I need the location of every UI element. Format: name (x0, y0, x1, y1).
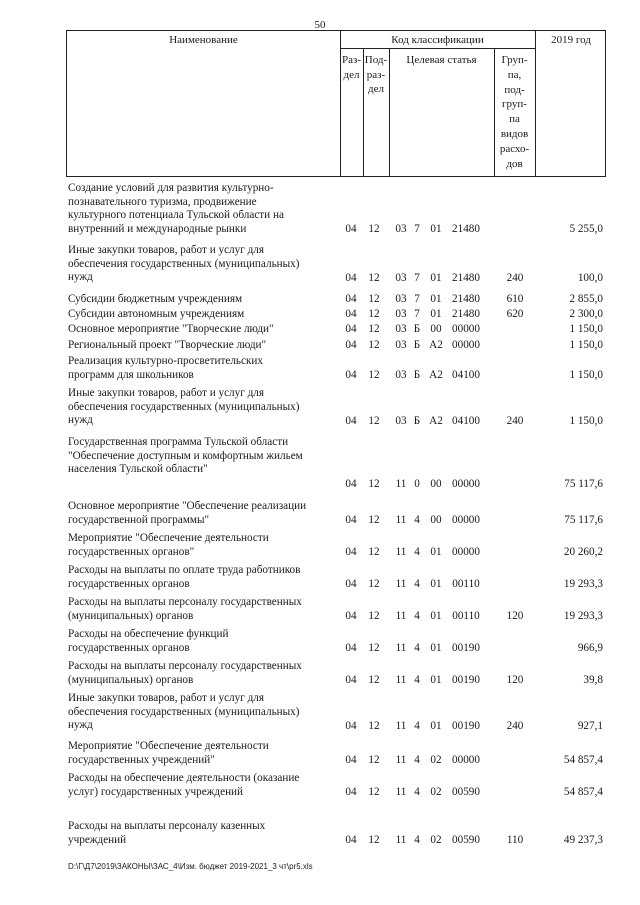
row-code-gr: 620 (506, 308, 524, 320)
row-code-pr: 12 (368, 514, 380, 526)
row-code-p3: 00 (430, 323, 442, 335)
row-code-p1: 11 (395, 546, 407, 558)
row-code-p4: 00000 (452, 754, 480, 766)
row-code-gr: 610 (506, 293, 524, 305)
row-code-rz: 04 (345, 323, 357, 335)
table-row (0, 564, 640, 592)
row-name: Государственная программа Тульской области "Обеспечение доступным и комфортным жильем населения Тульской области" (68, 436, 303, 476)
row-code-p3: 01 (430, 720, 442, 732)
table-row (0, 182, 640, 237)
row-code-p2: 4 (414, 610, 420, 622)
row-amount: 49 237,3 (563, 834, 603, 846)
row-code-rz: 04 (345, 339, 357, 351)
row-amount: 20 260,2 (563, 546, 603, 558)
row-code-pr: 12 (368, 339, 380, 351)
header-code: Код классификации (391, 34, 484, 46)
row-code-pr: 12 (368, 786, 380, 798)
row-code-pr: 12 (368, 546, 380, 558)
row-code-p4: 00590 (452, 834, 480, 846)
row-code-p2: Б (413, 323, 421, 335)
row-code-rz: 04 (345, 272, 357, 284)
header-name: Наименование (169, 34, 238, 46)
table-header (66, 30, 606, 177)
row-name: Региональный проект "Творческие люди" (68, 339, 267, 351)
row-amount: 966,9 (577, 642, 603, 654)
row-amount: 75 117,6 (564, 478, 603, 490)
row-code-pr: 12 (368, 578, 380, 590)
row-code-p1: 11 (395, 720, 407, 732)
row-code-p2: 7 (414, 308, 420, 320)
row-code-p2: 4 (414, 514, 420, 526)
row-name: Основное мероприятие "Творческие люди" (68, 323, 274, 335)
row-code-p2: Б (413, 415, 421, 427)
row-name: Иные закупки товаров, работ и услуг для обеспечения государственных (муниципальных) нужд (68, 692, 300, 732)
table-row (0, 532, 640, 560)
row-code-p1: 11 (395, 514, 407, 526)
row-code-p4: 00000 (452, 546, 480, 558)
row-code-p4: 21480 (452, 223, 480, 235)
row-code-rz: 04 (345, 786, 357, 798)
row-code-p2: 7 (414, 272, 420, 284)
row-code-p1: 03 (395, 323, 407, 335)
row-code-p2: 4 (414, 546, 420, 558)
table-row (0, 660, 640, 688)
row-code-rz: 04 (345, 415, 357, 427)
row-code-pr: 12 (368, 610, 380, 622)
row-code-p1: 03 (395, 308, 407, 320)
row-code-pr: 12 (368, 308, 380, 320)
row-code-p3: 02 (430, 786, 442, 798)
row-name: Иные закупки товаров, работ и услуг для обеспечения государственных (муниципальных) нужд (68, 387, 300, 427)
table-row (0, 387, 640, 429)
row-name: Расходы на обеспечение деятельности (оказание услуг) государственных учреждений (68, 772, 300, 798)
row-name: Субсидии автономным учреждениям (68, 308, 245, 320)
row-code-p4: 04100 (452, 415, 480, 427)
row-code-p2: 4 (414, 834, 420, 846)
row-code-gr: 240 (506, 272, 524, 284)
row-code-pr: 12 (368, 834, 380, 846)
page-number: 50 (314, 19, 326, 31)
row-code-p2: 7 (414, 223, 420, 235)
row-code-pr: 12 (368, 478, 380, 490)
row-code-p3: А2 (429, 339, 443, 351)
row-code-pr: 12 (368, 272, 380, 284)
row-code-pr: 12 (368, 293, 380, 305)
row-name: Мероприятие "Обеспечение деятельности государственных органов" (68, 532, 269, 558)
header-target: Целевая статья (406, 54, 477, 66)
row-code-rz: 04 (345, 223, 357, 235)
row-code-p4: 00190 (452, 642, 480, 654)
row-code-pr: 12 (368, 754, 380, 766)
row-code-p3: А2 (429, 369, 443, 381)
row-code-p2: 7 (414, 293, 420, 305)
row-amount: 1 150,0 (569, 415, 603, 427)
row-code-p2: 4 (414, 786, 420, 798)
row-code-p1: 03 (395, 339, 407, 351)
row-amount: 54 857,4 (563, 786, 603, 798)
row-name: Расходы на выплаты персоналу казенных учреждений (68, 820, 266, 846)
table-row (0, 323, 640, 337)
row-code-p2: Б (413, 339, 421, 351)
row-name: Создание условий для развития культурно- познавательного туризма, продвижение культурного потенциала Тульской области на внутренний и международные рынки (68, 182, 284, 235)
row-code-p4: 00190 (452, 720, 480, 732)
row-code-p1: 11 (395, 786, 407, 798)
row-amount: 2 855,0 (569, 293, 603, 305)
row-code-p4: 00110 (452, 610, 480, 622)
table-row (0, 436, 640, 492)
table-row (0, 692, 640, 734)
row-amount: 1 150,0 (569, 323, 603, 335)
row-code-p1: 11 (395, 478, 407, 490)
row-code-p3: А2 (429, 415, 443, 427)
row-code-p1: 03 (395, 415, 407, 427)
row-code-p3: 02 (430, 834, 442, 846)
row-code-p1: 11 (395, 834, 407, 846)
row-code-rz: 04 (345, 369, 357, 381)
row-code-p4: 21480 (452, 308, 480, 320)
table-row (0, 500, 640, 528)
row-code-p2: 4 (414, 754, 420, 766)
row-name: Основное мероприятие "Обеспечение реализации государственной программы" (68, 500, 307, 526)
row-code-p1: 03 (395, 272, 407, 284)
row-code-gr: 110 (506, 834, 524, 846)
row-code-rz: 04 (345, 610, 357, 622)
row-code-pr: 12 (368, 674, 380, 686)
row-amount: 100,0 (577, 272, 603, 284)
table-row (0, 293, 640, 307)
row-amount: 927,1 (577, 720, 603, 732)
row-amount: 19 293,3 (563, 578, 603, 590)
header-year: 2019 год (551, 34, 591, 46)
row-code-p4: 04100 (452, 369, 480, 381)
row-code-p3: 01 (430, 578, 442, 590)
row-name: Расходы на выплаты персоналу государственных (муниципальных) органов (68, 596, 302, 622)
row-name: Расходы на выплаты персоналу государственных (муниципальных) органов (68, 660, 302, 686)
row-amount: 2 300,0 (569, 308, 603, 320)
row-code-p2: 4 (414, 642, 420, 654)
row-code-rz: 04 (345, 834, 357, 846)
row-code-p4: 00000 (452, 323, 480, 335)
row-amount: 1 150,0 (569, 339, 603, 351)
row-code-p1: 11 (395, 674, 407, 686)
row-code-p2: 4 (414, 720, 420, 732)
header-podrazdel: Под- раз- дел (364, 54, 388, 95)
row-name: Расходы на выплаты по оплате труда работников государственных органов (68, 564, 301, 590)
row-amount: 39,8 (583, 674, 603, 686)
row-code-p1: 11 (395, 610, 407, 622)
row-code-p3: 01 (430, 308, 442, 320)
row-code-pr: 12 (368, 223, 380, 235)
row-code-rz: 04 (345, 754, 357, 766)
row-code-p1: 11 (395, 754, 407, 766)
row-name: Субсидии бюджетным учреждениям (68, 293, 243, 305)
table-row (0, 628, 640, 656)
row-name: Иные закупки товаров, работ и услуг для обеспечения государственных (муниципальных) нужд (68, 244, 300, 284)
file-path-footer: D:\Г\Д7\2019\ЗАКОНЫ\ЗАС_4\Изм. бюджет 2019-2021_3 чт\pr5.xls (68, 862, 313, 871)
row-code-rz: 04 (345, 546, 357, 558)
row-code-p3: 01 (430, 674, 442, 686)
row-code-p3: 01 (430, 223, 442, 235)
table-row (0, 740, 640, 768)
row-code-p3: 02 (430, 754, 442, 766)
row-code-pr: 12 (368, 323, 380, 335)
table-row (0, 244, 640, 286)
row-code-gr: 240 (506, 415, 524, 427)
row-code-pr: 12 (368, 720, 380, 732)
row-code-p3: 01 (430, 293, 442, 305)
row-code-gr: 120 (506, 674, 524, 686)
row-code-p4: 21480 (452, 293, 480, 305)
row-code-rz: 04 (345, 642, 357, 654)
header-razdel: Раз- дел (341, 54, 361, 81)
row-code-p3: 01 (430, 642, 442, 654)
row-code-p4: 00590 (452, 786, 480, 798)
row-code-p1: 03 (395, 369, 407, 381)
row-amount: 19 293,3 (563, 610, 603, 622)
row-code-p2: 4 (414, 578, 420, 590)
row-code-pr: 12 (368, 369, 380, 381)
row-code-p1: 03 (395, 223, 407, 235)
table-row (0, 596, 640, 624)
table-row (0, 355, 640, 383)
row-code-p4: 00110 (452, 578, 480, 590)
row-code-gr: 120 (506, 610, 524, 622)
row-code-p2: Б (413, 369, 421, 381)
row-code-p1: 03 (395, 293, 407, 305)
row-code-rz: 04 (345, 720, 357, 732)
row-code-p4: 00190 (452, 674, 480, 686)
row-code-p4: 00000 (452, 514, 480, 526)
row-code-rz: 04 (345, 674, 357, 686)
row-code-rz: 04 (345, 578, 357, 590)
row-code-pr: 12 (368, 642, 380, 654)
row-name: Мероприятие "Обеспечение деятельности государственных учреждений" (68, 740, 269, 766)
row-amount: 5 255,0 (569, 223, 603, 235)
row-code-gr: 240 (506, 720, 524, 732)
row-code-pr: 12 (368, 415, 380, 427)
row-code-p4: 21480 (452, 272, 480, 284)
row-code-rz: 04 (345, 293, 357, 305)
table-row (0, 772, 640, 800)
row-code-p2: 4 (414, 674, 420, 686)
row-name: Реализация культурно-просветительских программ для школьников (68, 355, 263, 381)
row-code-rz: 04 (345, 308, 357, 320)
table-row (0, 820, 640, 848)
row-code-p3: 01 (430, 610, 442, 622)
row-code-p4: 00000 (452, 478, 480, 490)
table-row (0, 308, 640, 322)
row-name: Расходы на обеспечение функций государственных органов (68, 628, 229, 654)
row-code-p1: 11 (395, 578, 407, 590)
row-code-p3: 00 (430, 478, 442, 490)
table-row (0, 339, 640, 353)
header-group: Груп- па, под- груп- па видов расхо- дов (499, 54, 530, 170)
row-code-rz: 04 (345, 478, 357, 490)
row-code-p4: 00000 (452, 339, 480, 351)
row-amount: 54 857,4 (563, 754, 603, 766)
row-code-p3: 01 (430, 546, 442, 558)
row-amount: 75 117,6 (564, 514, 603, 526)
row-code-rz: 04 (345, 514, 357, 526)
row-code-p1: 11 (395, 642, 407, 654)
row-code-p3: 01 (430, 272, 442, 284)
row-code-p2: 0 (414, 478, 420, 490)
row-amount: 1 150,0 (569, 369, 603, 381)
row-code-p3: 00 (430, 514, 442, 526)
